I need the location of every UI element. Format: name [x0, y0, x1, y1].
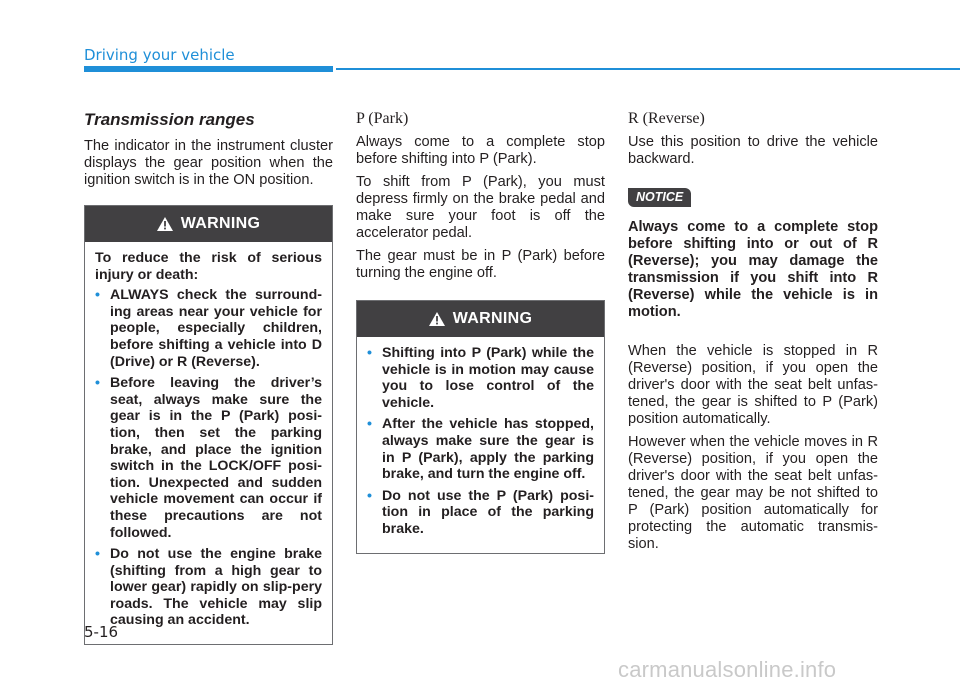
warning-body: [85, 242, 332, 644]
bullet-dot-icon: •: [95, 287, 100, 304]
warning-box-left: [84, 205, 333, 645]
bullet-dot-icon: •: [367, 416, 372, 433]
list-item: • ALWAYS check the surround-ing areas near your vehicle for people, especially children, before shifting a vehicle into D (Drive) or R (Reverse).: [95, 287, 322, 370]
list-item: • Before leaving the driver’s seat, always make sure the gear is in the P (Park) posi-tion, then set the parking brake, and place the ignition switch in the LOCK/OFF posi-tion. Unexpected and sudden vehicle movement can occur if these precautions are not followed.: [95, 375, 322, 541]
reverse-intro: Use this position to drive the vehicle backward.: [628, 134, 878, 167]
column-left: [84, 106, 333, 645]
bullet-dot-icon: •: [367, 487, 372, 504]
section-header: Driving your vehicle: [84, 46, 235, 64]
bullet-dot-icon: •: [95, 375, 100, 392]
page-number: 5-16: [84, 623, 119, 641]
warning-intro: To reduce the risk of serious injury or death:: [95, 250, 322, 283]
section-title-reverse: R (Reverse): [628, 110, 705, 127]
column-middle: [356, 106, 605, 554]
warning-box-middle: [356, 300, 605, 554]
section-title-park: P (Park): [356, 110, 409, 127]
column-right: [628, 106, 878, 559]
warning-header: [357, 301, 604, 337]
transmission-intro: The indicator in the instrument cluster displays the gear position when the ignition switch is in the ON position.: [84, 138, 333, 188]
list-item: • Do not use the engine brake (shifting from a high gear to lower gear) rapidly on slip-pery roads. The vehicle may slip causing an accident.: [95, 546, 322, 629]
list-item: • Do not use the P (Park) posi-tion in place of the parking brake.: [367, 487, 594, 537]
warning-label: WARNING: [452, 310, 533, 327]
warning-triangle-icon: [157, 217, 173, 231]
list-item: • After the vehicle has stopped, always make sure the gear is in P (Park), apply the parking brake, and turn the engine off.: [367, 416, 594, 483]
warning-body: [357, 337, 604, 553]
warning-label: WARNING: [180, 215, 261, 232]
reverse-paragraph: However when the vehicle moves in R (Reverse) position, if you open the driver's door with the seat belt unfas-tened, the gear may be not shifted to P (Park) position automatically for protecting the automatic transmis-sion.: [628, 434, 878, 552]
list-item: • Shifting into P (Park) while the vehicle is in motion may cause you to lose control of the vehicle.: [367, 345, 594, 411]
park-paragraph: The gear must be in P (Park) before turning the engine off.: [356, 248, 605, 281]
park-paragraph: Always come to a complete stop before shifting into P (Park).: [356, 134, 605, 167]
park-paragraph: To shift from P (Park), you must depress firmly on the brake pedal and make sure your foot is off the accelerator pedal.: [356, 174, 605, 241]
notice-text: Always come to a complete stop before shifting into or out of R (Reverse); you may damage the transmission if you shift into R (Reverse) while the vehicle is in motion.: [628, 219, 878, 320]
header-rule-thick: [84, 66, 333, 72]
bullet-dot-icon: •: [95, 546, 100, 563]
reverse-paragraph: When the vehicle is stopped in R (Reverse) position, if you open the driver's door with the seat belt unfas-tened, the gear is shifted to P (Park) position automatically.: [628, 343, 878, 427]
warning-header: [85, 206, 332, 242]
notice-badge: NOTICE: [628, 188, 691, 207]
header-rule-thin: [336, 68, 960, 70]
warning-list: [95, 287, 322, 629]
warning-triangle-icon: [429, 312, 445, 326]
watermark: carmanualsonline.info: [618, 657, 837, 682]
section-title-transmission-ranges: Transmission ranges: [84, 110, 255, 129]
warning-list: [367, 345, 594, 538]
bullet-dot-icon: •: [367, 345, 372, 361]
